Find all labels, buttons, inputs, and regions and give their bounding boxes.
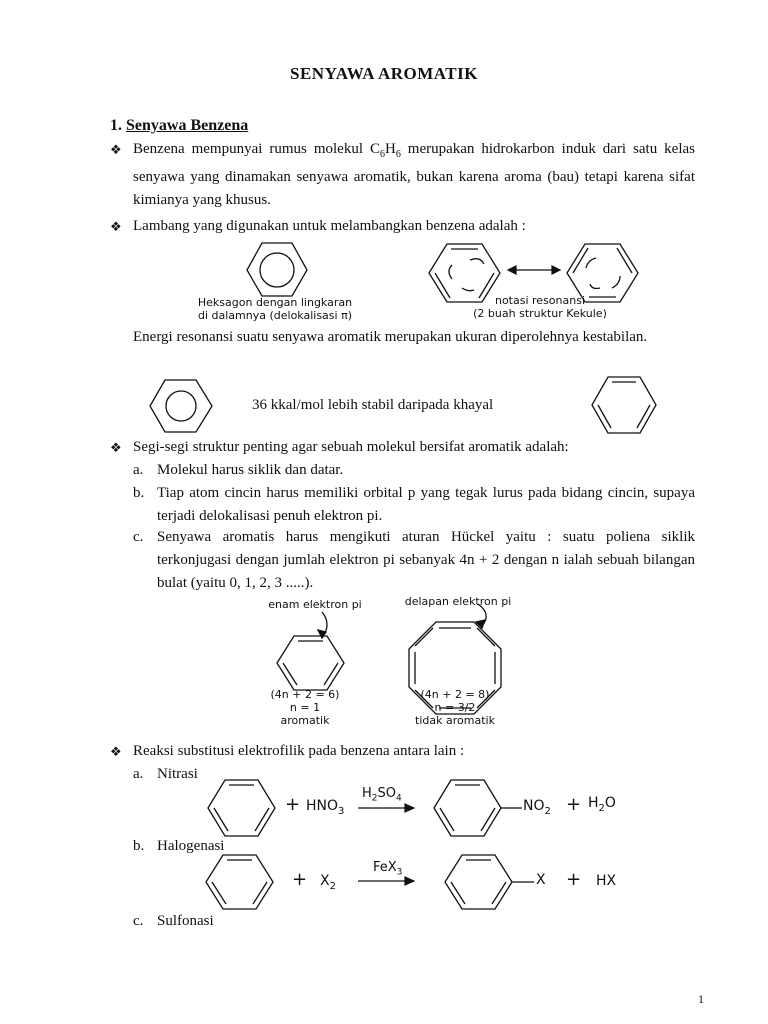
bullet-benzene-formula: Benzena mempunyai rumus molekul $C_6H_6$ merupakan hidrokarbon induk dari satu kelas senyawa yang dinamakan senyawa aromatik, bukan karena aroma (bau) tetapi karena sifat kimianya yang khusus. xyxy=(133,141,695,208)
reaction-letter: b. xyxy=(133,838,145,854)
section-label: Senyawa Benzena xyxy=(126,117,249,134)
page-number: 1 xyxy=(698,992,704,1006)
benzene-reactant-halogenation-icon xyxy=(206,855,273,909)
resonance-energy-text: Energi resonansi suatu senyawa aromatik merupakan ukuran diperolehnya kestabilan. xyxy=(133,329,648,345)
catalyst-fex3: FeX$_3$ xyxy=(373,860,403,878)
reaction-arrow-nitration-icon xyxy=(358,804,414,812)
resonance-arrow-icon xyxy=(508,266,560,274)
benzene-six-pi-icon xyxy=(277,612,344,690)
benzene-circle-small-icon xyxy=(150,380,212,432)
criteria-item: Tiap atom cincin harus memiliki orbital p yang tegak lurus pada bidang cincin, supaya terjadi delokalisasi penuh elektron pi. xyxy=(157,485,695,524)
diamond-bullet-icon: ❖ xyxy=(110,744,122,759)
bullet-symbol: Lambang yang digunakan untuk melambangkan benzena adalah : xyxy=(133,218,526,234)
label-six-pi: enam elektron pi xyxy=(268,598,362,611)
diamond-bullet-icon: ❖ xyxy=(110,219,122,234)
page-title: SENYAWA AROMATIK xyxy=(290,64,478,83)
benzene-reactant-nitration-icon xyxy=(208,780,275,836)
benzene-circle-icon xyxy=(247,243,307,296)
huckel-right-caption: (4n + 2 = 8) n = 3/2 tidak aromatik xyxy=(415,688,495,727)
huckel-left-caption: (4n + 2 = 6) n = 1 aromatik xyxy=(270,688,340,727)
criteria-letter: b. xyxy=(133,485,145,501)
reaction-letter: c. xyxy=(133,913,144,929)
plus-sign: + xyxy=(566,869,582,890)
byproduct-hx: HX xyxy=(596,873,617,889)
reaction-name: Halogenasi xyxy=(157,838,225,854)
label-eight-pi: delapan elektron pi xyxy=(404,595,512,608)
product-no2: $NO_2$ xyxy=(523,798,551,817)
stability-text: 36 kkal/mol lebih stabil daripada khayal xyxy=(252,397,494,413)
criteria-letter: a. xyxy=(133,462,144,478)
caption-resonance: notasi resonansi (2 buah struktur Kekule) xyxy=(473,294,607,320)
diamond-bullet-icon: ❖ xyxy=(110,142,122,157)
reaction-letter: a. xyxy=(133,766,144,782)
reagent-hno3: $HNO_3$ xyxy=(306,798,345,817)
diamond-bullet-icon: ❖ xyxy=(110,440,122,455)
product-x: X xyxy=(536,872,546,888)
reagent-x2: $X_2$ xyxy=(320,873,336,892)
reaction-name: Sulfonasi xyxy=(157,913,214,929)
criteria-letter: c. xyxy=(133,529,144,545)
plus-sign: + xyxy=(566,794,582,815)
catalyst-h2so4: $H_2SO_4$ xyxy=(362,786,402,804)
bullet-substitution: Reaksi substitusi elektrofilik pada benzena antara lain : xyxy=(133,743,465,759)
nitrobenzene-icon xyxy=(434,780,522,836)
reaction-name: Nitrasi xyxy=(157,766,198,782)
criteria-item: Molekul harus siklik dan datar. xyxy=(157,462,344,478)
plus-sign: + xyxy=(292,869,308,890)
section-number: 1. xyxy=(110,117,122,134)
plus-sign: + xyxy=(285,794,301,815)
halobenzene-icon xyxy=(445,855,534,909)
byproduct-h2o: $H_2O$ xyxy=(588,795,616,814)
reaction-arrow-halogenation-icon xyxy=(358,877,414,885)
criteria-item: Senyawa aromatis harus mengikuti aturan Hückel yaitu : suatu poliena siklik terkonjugasi dengan jumlah elektron pi sebanyak 4n + 2 dengan n ialah sebuah bilangan bulat (yaitu 0, 1, 2, 3 .....). xyxy=(157,529,695,591)
bullet-aromatic-criteria: Segi-segi struktur penting agar sebuah molekul bersifat aromatik adalah: xyxy=(133,439,569,455)
benzene-kekule-small-icon xyxy=(592,377,656,433)
caption-hexagon: Heksagon dengan lingkaran di dalamnya (delokalisasi π) xyxy=(197,296,353,322)
